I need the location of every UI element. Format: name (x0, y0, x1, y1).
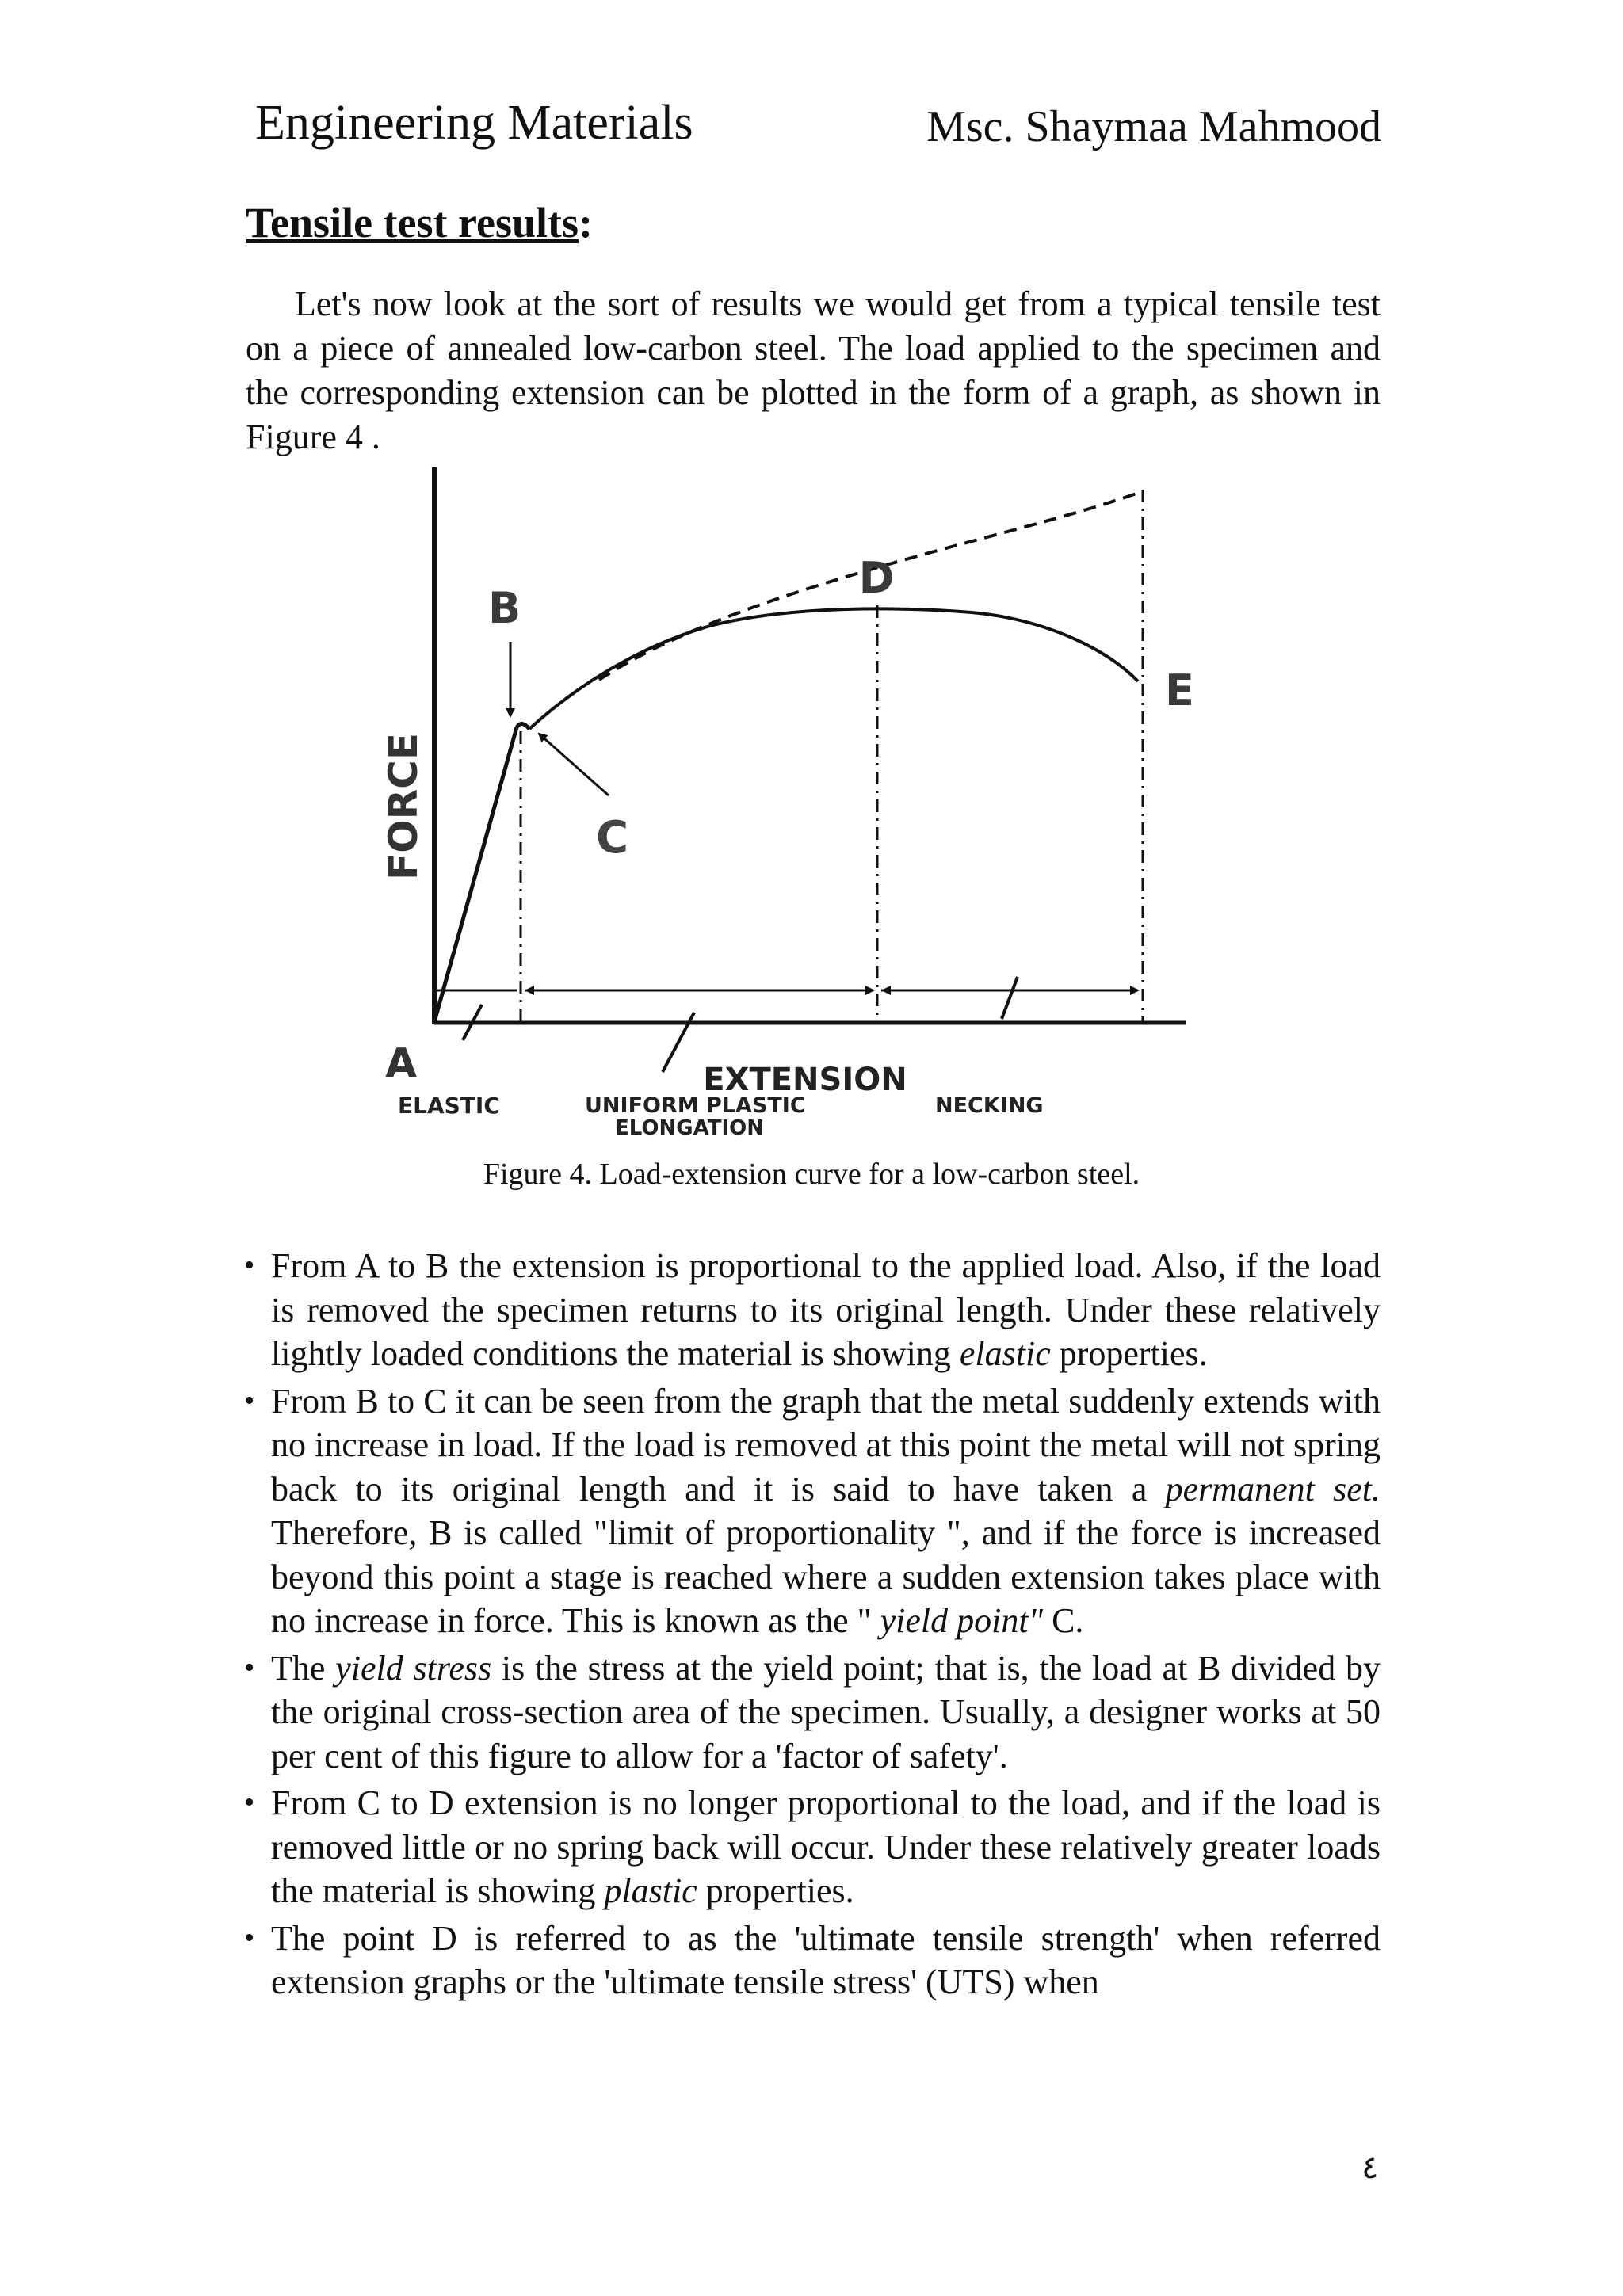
bullet-item (244, 1646, 1381, 1779)
elastic-line (434, 727, 517, 1022)
page-number: ٤ (1361, 2149, 1379, 2185)
section-title-text: Tensile test results (246, 199, 579, 246)
bullet-text: From A to B the extension is proportional to the applied load. Also, if the load is removed the specimen returns to its original length. Under these relatively lightly loaded conditions the material is showing (271, 1246, 1381, 1373)
force-axis-label: FORCE (380, 732, 426, 881)
point-a-label: A (385, 1040, 418, 1088)
bullet-dot: • (244, 1383, 255, 1417)
elongation-region-label: ELONGATION (615, 1116, 764, 1140)
bullet-list (244, 1244, 1381, 2008)
point-e-label: E (1165, 666, 1194, 715)
load-extension-figure (346, 458, 1201, 1155)
bullet-text: The point D is referred to as the 'ultimate tensile strength' when referred extension graphs or the 'ultimate tensile stress' (UTS) when (271, 1918, 1381, 2001)
intro-paragraph: Let's now look at the sort of results we would get from a typical tensile test on a piece of annealed low-carbon steel. The load applied to the specimen and the corresponding extension can be plotted in the form of a graph, as shown in Figure 4 . (246, 284, 1381, 456)
bullet-text: C. (1043, 1601, 1084, 1640)
bullet-emphasis: yield point" (880, 1601, 1044, 1640)
plastic-curve (529, 608, 1138, 729)
yield-segment (517, 723, 529, 729)
extension-axis-label: EXTENSION (703, 1062, 907, 1098)
point-c-label: C (596, 812, 629, 864)
bullet-text: From C to D extension is no longer proportional to the load, and if the load is removed little or no spring back will occur. Under these relatively greater loads the material is showing (271, 1783, 1381, 1910)
break-mark-3 (1002, 977, 1018, 1019)
uniform-region-label: UNIFORM PLASTIC (585, 1093, 806, 1118)
bullet-text: From B to C it can be seen from the graph that the metal suddenly extends with no increase in load. If the load is removed at this point the metal will not spring back to its original length and it is said to have taken a (271, 1381, 1381, 1508)
bullet-text: is the stress at the yield point; that is, the load at B divided by the original cross-section area of the specimen. Usually, a designer works at 50 per cent of this figure to allow for a 'factor of safety'. (271, 1648, 1381, 1775)
elastic-region-label: ELASTIC (398, 1093, 500, 1119)
bullet-item (244, 1379, 1381, 1643)
load-extension-diagram (346, 458, 1201, 1155)
bullet-item (244, 1244, 1381, 1376)
bullet-dot: • (244, 1920, 255, 1955)
point-b-label: B (488, 583, 521, 633)
document-header-author: Msc. Shaymaa Mahmood (926, 102, 1381, 151)
necking-region-label: NECKING (935, 1093, 1044, 1118)
bullet-emphasis: plastic (604, 1871, 697, 1910)
bullet-text: properties. (1050, 1334, 1208, 1373)
bullet-item (244, 1917, 1381, 2004)
section-title-colon: : (579, 199, 593, 246)
point-d-label: D (858, 553, 895, 603)
bullet-text: Therefore, B is called "limit of proportionality ", and if the force is increased beyond this point a stage is reached where a sudden extension takes place with no increase in force. This is known as the " (271, 1513, 1381, 1640)
bullet-dot: • (244, 1786, 255, 1819)
bullet-emphasis: yield stress (335, 1648, 492, 1688)
document-header-title: Engineering Materials (255, 96, 693, 150)
bullet-text: properties. (697, 1871, 854, 1910)
bullet-text: The (271, 1648, 336, 1688)
point-c-arrow (539, 734, 609, 795)
bullet-item (244, 1781, 1381, 1913)
figure-caption: Figure 4. Load-extension curve for a low-carbon steel. (483, 1158, 1140, 1191)
bullet-emphasis: elastic (959, 1334, 1051, 1373)
bullet-emphasis: permanent set. (1165, 1469, 1381, 1508)
bullet-dot: • (244, 1650, 255, 1684)
section-title (246, 198, 593, 247)
bullet-dot: • (244, 1249, 255, 1282)
